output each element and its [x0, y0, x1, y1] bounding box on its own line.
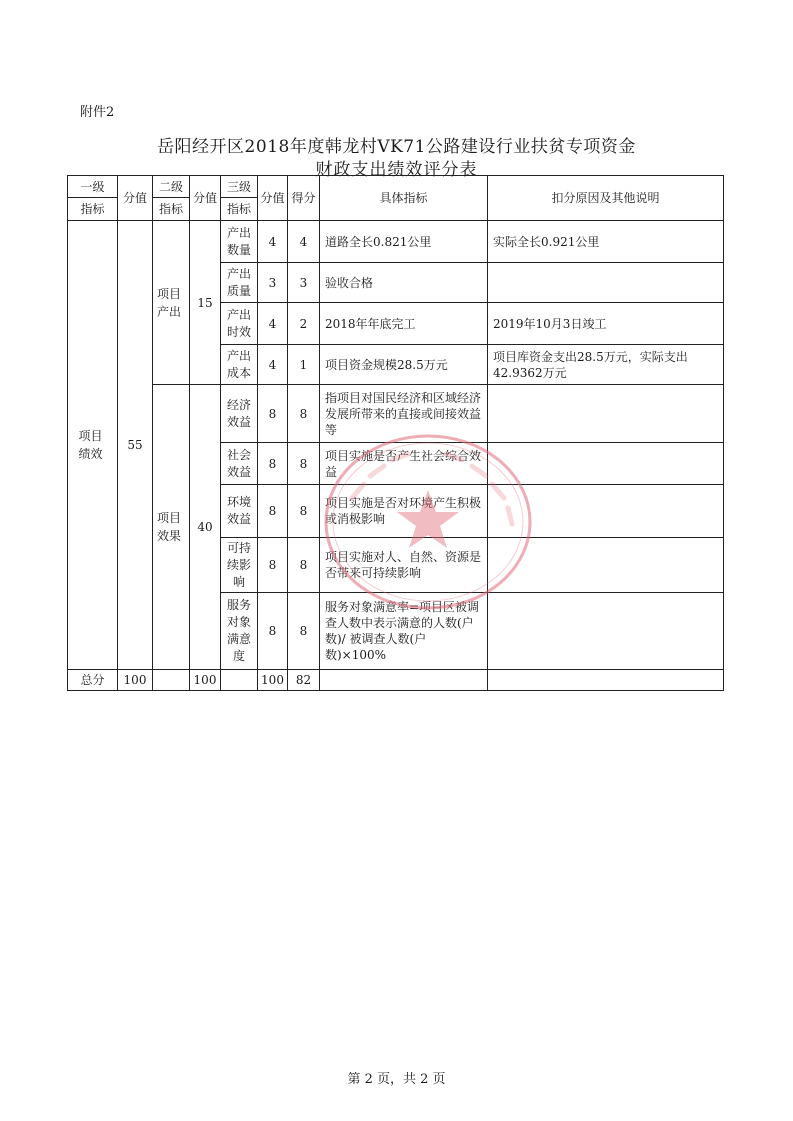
header-level2-top: 二级: [153, 176, 190, 198]
header-row-top: [68, 176, 724, 198]
level3-name-cell: [221, 263, 258, 303]
obtained-score: 8: [288, 485, 320, 538]
obtained-score: 2: [288, 303, 320, 345]
level3-name: 产出时效: [226, 307, 251, 339]
evaluation-table: [67, 175, 724, 691]
total-obtained: 82: [288, 670, 320, 691]
header-score3: 分值: [258, 176, 288, 221]
level3-name-cell: [221, 221, 258, 263]
indicator-text: 2018年年底完工: [320, 303, 488, 345]
level3-score: 8: [258, 538, 288, 593]
group-name-cell: [153, 385, 190, 670]
level3-name-cell: [221, 303, 258, 345]
total-row: [68, 670, 724, 691]
level3-name-cell: [221, 538, 258, 593]
indicator-text: 服务对象满意率=项目区被调查人数中表示满意的人数(户数)/ 被调查人数(户数)×100%: [320, 593, 488, 670]
header-score1: 分值: [118, 176, 153, 221]
group-name: 项目效果: [157, 511, 182, 543]
obtained-score: 3: [288, 263, 320, 303]
level3-name: 产出质量: [226, 266, 251, 298]
remark-text: [488, 538, 724, 593]
indicator-text: 项目实施是否对环境产生积极或消极影响: [320, 485, 488, 538]
level3-name-cell: [221, 345, 258, 385]
header-level2-bottom: 指标: [153, 198, 190, 221]
level3-name: 社会效益: [226, 447, 251, 479]
group-score: 15: [190, 221, 221, 385]
page-footer: 第 2 页，共 2 页: [347, 1072, 446, 1087]
header-level3-bottom: 指标: [221, 198, 258, 221]
header-score2: 分值: [190, 176, 221, 221]
header-level1-bottom: 指标: [68, 198, 118, 221]
level3-name-cell: [221, 443, 258, 485]
level3-score: 8: [258, 443, 288, 485]
total-score1: 100: [118, 670, 153, 691]
level3-name: 可持续影响: [226, 540, 251, 589]
total-empty-cell: [221, 670, 258, 691]
group-score: 40: [190, 385, 221, 670]
group-name: 项目产出: [157, 286, 182, 319]
table-row: [68, 385, 724, 443]
remark-text: [488, 443, 724, 485]
level3-name: 经济效益: [226, 397, 251, 429]
header-obtained: 得分: [288, 176, 320, 221]
level3-name-cell: [221, 385, 258, 443]
total-score3: 100: [258, 670, 288, 691]
obtained-score: 8: [288, 593, 320, 670]
indicator-text: 道路全长0.821公里: [320, 221, 488, 263]
remark-text: 项目库资金支出28.5万元，实际支出42.9362万元: [488, 345, 724, 385]
level1-name: 项目绩效: [78, 429, 103, 461]
page-subtitle: 财政支出绩效评分表: [315, 160, 478, 180]
table-row: [68, 221, 724, 263]
obtained-score: 4: [288, 221, 320, 263]
level3-score: 8: [258, 485, 288, 538]
remark-text: [488, 385, 724, 443]
level1-score: 55: [118, 221, 153, 670]
total-score2: 100: [190, 670, 221, 691]
level3-score: 3: [258, 263, 288, 303]
indicator-text: 项目实施对人、自然、资源是否带来可持续影响: [320, 538, 488, 593]
obtained-score: 8: [288, 538, 320, 593]
total-label: 总分: [68, 670, 118, 691]
indicator-text: 项目实施是否产生社会综合效益: [320, 443, 488, 485]
indicator-text: 指项目对国民经济和区域经济发展所带来的直接或间接效益等: [320, 385, 488, 443]
total-empty-cell: [320, 670, 488, 691]
remark-text: [488, 485, 724, 538]
total-empty-cell: [488, 670, 724, 691]
level3-score: 4: [258, 345, 288, 385]
obtained-score: 1: [288, 345, 320, 385]
attachment-label: 附件2: [80, 105, 115, 120]
level3-name-cell: [221, 485, 258, 538]
level3-name: 产出成本: [226, 348, 251, 380]
page-title: 岳阳经开区2018年度韩龙村VK71公路建设行业扶贫专项资金: [157, 137, 636, 157]
level3-name: 产出数量: [226, 225, 251, 257]
indicator-text: 验收合格: [320, 263, 488, 303]
group-name-cell: [153, 221, 190, 385]
obtained-score: 8: [288, 385, 320, 443]
level3-score: 8: [258, 385, 288, 443]
header-level1-top: 一级: [68, 176, 118, 198]
header-indicator: 具体指标: [320, 176, 488, 221]
remark-text: 2019年10月3日竣工: [488, 303, 724, 345]
level3-name: 服务对象满意度: [226, 598, 251, 663]
remark-text: [488, 593, 724, 670]
level3-score: 4: [258, 303, 288, 345]
obtained-score: 8: [288, 443, 320, 485]
remark-text: 实际全长0.921公里: [488, 221, 724, 263]
level3-name-cell: [221, 593, 258, 670]
level3-score: 8: [258, 593, 288, 670]
level3-name: 环境效益: [226, 495, 251, 526]
level1-name-cell: [68, 221, 118, 670]
header-level3-top: 三级: [221, 176, 258, 198]
remark-text: [488, 263, 724, 303]
level3-score: 4: [258, 221, 288, 263]
indicator-text: 项目资金规模28.5万元: [320, 345, 488, 385]
total-empty-cell: [153, 670, 190, 691]
header-remarks: 扣分原因及其他说明: [488, 176, 724, 221]
